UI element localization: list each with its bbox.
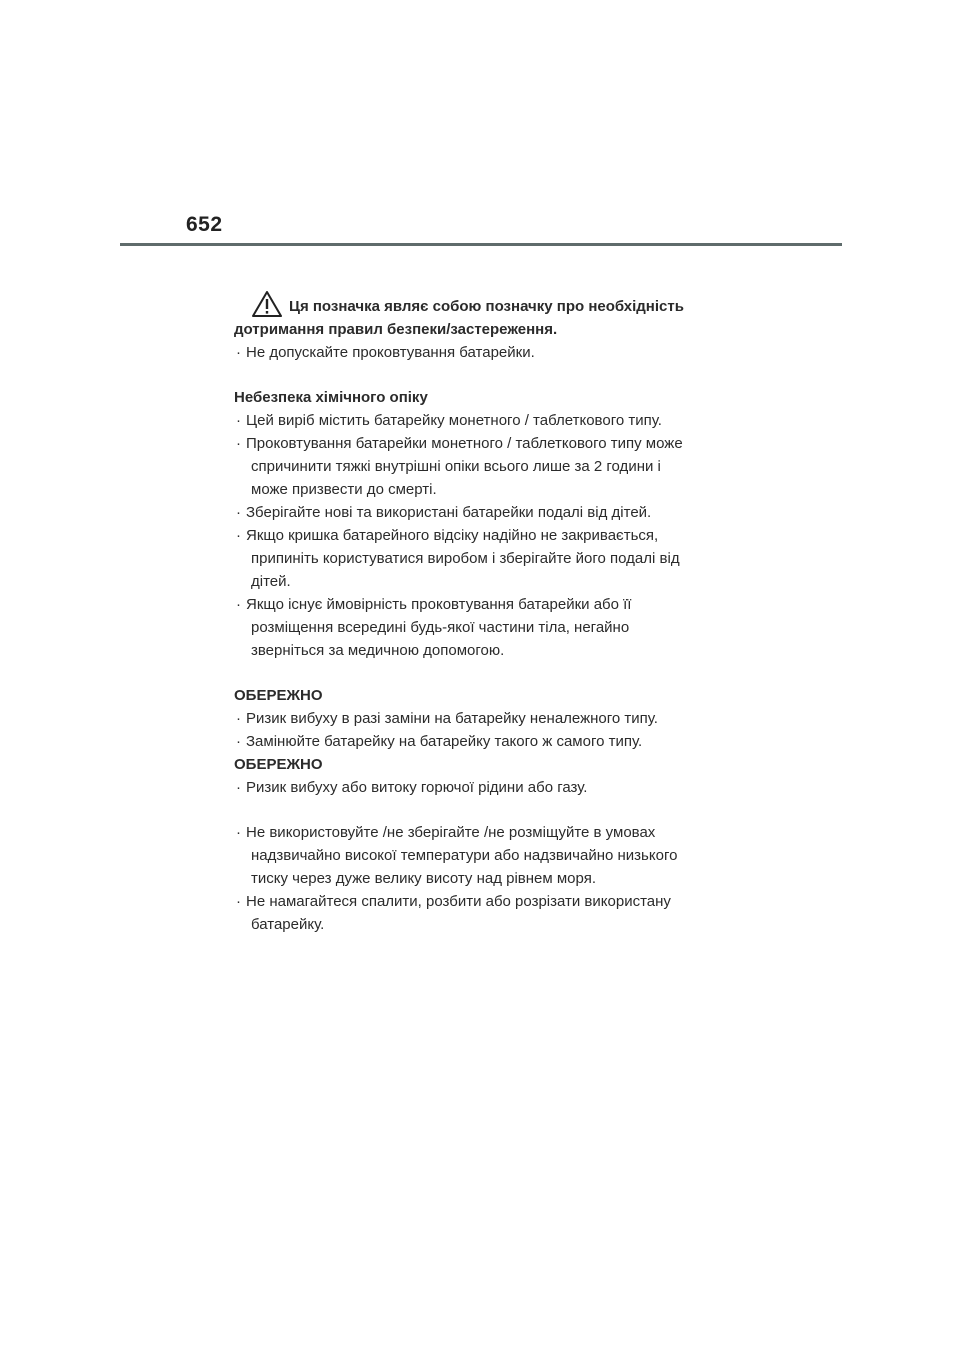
bullet: ·	[236, 344, 241, 361]
bullet: ·	[236, 596, 241, 613]
list-item	[234, 593, 734, 616]
list-item-text: Не допускайте проковтування батарейки.	[246, 344, 535, 361]
bullet: ·	[236, 779, 241, 796]
chemical-burn-list	[234, 409, 734, 662]
manual-content	[234, 290, 734, 936]
list-item-text: Зберігайте нові та використані батарейки подалі від дітей.	[246, 504, 652, 521]
list-item-text: Не використовуйте /не зберігайте /не розміщуйте в умовах	[246, 824, 656, 841]
warning-triangle-icon	[251, 290, 283, 318]
list-item-text: Проковтування батарейки монетного / таблеткового типу може	[246, 435, 683, 452]
list-item	[234, 730, 734, 753]
list-item	[234, 776, 734, 799]
warning-notice	[234, 290, 734, 341]
bullet: ·	[236, 733, 241, 750]
list-item	[234, 821, 734, 844]
list-item-text: Ризик вибуху або витоку горючої рідини або газу.	[246, 779, 588, 796]
bullet: ·	[236, 893, 241, 910]
list-item-text: Замінюйте батарейку на батарейку такого ж самого типу.	[246, 733, 643, 750]
list-item	[234, 890, 734, 913]
bullet: ·	[236, 412, 241, 429]
list-item	[234, 501, 734, 524]
list-item-continuation: зверніться за медичною допомогою.	[251, 642, 505, 659]
list-item-continuation: дітей.	[251, 573, 291, 590]
bullet: ·	[236, 435, 241, 452]
list-item-text: Якщо існує ймовірність проковтування батарейки або її	[246, 596, 632, 613]
list-item-continuation: припиніть користуватися виробом і зберігайте його подалі від	[251, 550, 680, 567]
list-item	[234, 432, 734, 455]
page-number: 652	[186, 213, 223, 236]
bullet: ·	[236, 527, 241, 544]
header-rule	[120, 243, 842, 246]
list-item-continuation: тиску через дуже велику висоту над рівнем моря.	[251, 870, 596, 887]
chemical-burn-heading: Небезпека хімічного опіку	[234, 389, 428, 406]
list-item-continuation: надзвичайно високої температури або надзвичайно низького	[251, 847, 678, 864]
caution-list	[234, 707, 734, 753]
pressure-list	[234, 821, 734, 936]
caution-heading: ОБЕРЕЖНО	[234, 687, 323, 704]
list-item	[234, 524, 734, 547]
warning-line-1	[234, 290, 734, 318]
caution-list	[234, 776, 734, 799]
list-item-text: Якщо кришка батарейного відсіку надійно не закривається,	[246, 527, 659, 544]
list-item-text: Ризик вибуху в разі заміни на батарейку неналежного типу.	[246, 710, 658, 727]
list-item	[234, 409, 734, 432]
list-item	[234, 707, 734, 730]
list-item-continuation: може призвести до смерті.	[251, 481, 437, 498]
intro-list	[234, 341, 734, 364]
list-item-text: Цей виріб містить батарейку монетного / таблеткового типу.	[246, 412, 662, 429]
list-item-continuation: розміщення всередині будь-якої частини тіла, негайно	[251, 619, 630, 636]
bullet: ·	[236, 710, 241, 727]
caution-heading: ОБЕРЕЖНО	[234, 756, 323, 773]
list-item	[234, 341, 734, 364]
warning-text-1: Ця позначка являє собою позначку про необхідність	[289, 298, 684, 315]
bullet: ·	[236, 824, 241, 841]
list-item-text: Не намагайтеся спалити, розбити або розрізати використану	[246, 893, 671, 910]
list-item-continuation: спричинити тяжкі внутрішні опіки всього лише за 2 години і	[251, 458, 661, 475]
list-item-continuation: батарейку.	[251, 916, 325, 933]
warning-text-2: дотримання правил безпеки/застереження.	[234, 321, 558, 338]
bullet: ·	[236, 504, 241, 521]
